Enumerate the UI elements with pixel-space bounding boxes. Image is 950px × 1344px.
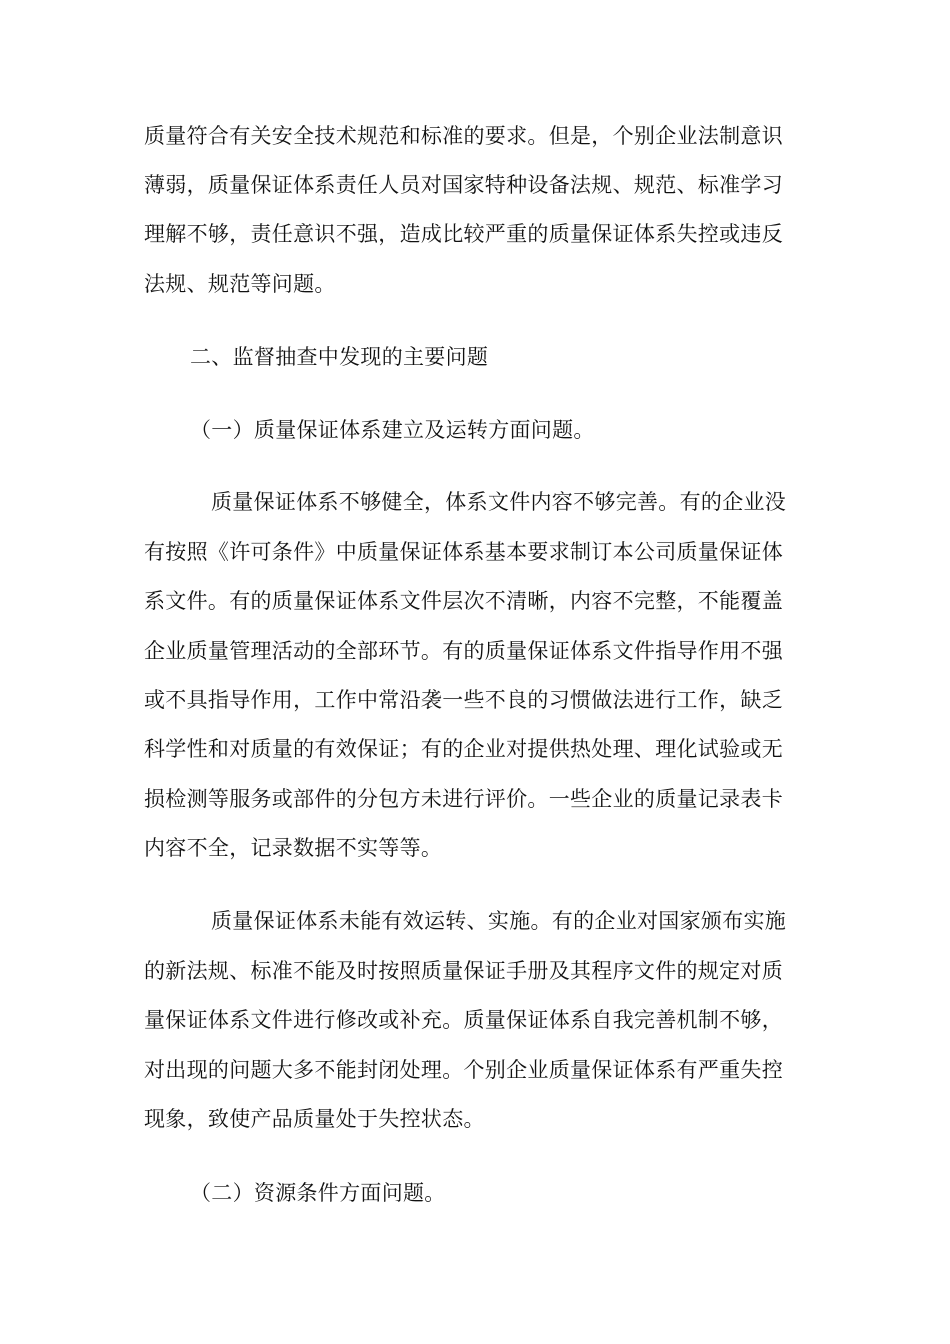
subsection-heading: （二）资源条件方面问题。 <box>190 1181 446 1205</box>
text-line: 有按照《许可条件》中质量保证体系基本要求制订本公司质量保证体 <box>144 540 783 564</box>
text-line: 理解不够，责任意识不强，造成比较严重的质量保证体系失控或违反 <box>144 222 783 246</box>
text-line: 企业质量管理活动的全部环节。有的质量保证体系文件指导作用不强 <box>144 639 783 663</box>
text-line: 损检测等服务或部件的分包方未进行评价。一些企业的质量记录表卡 <box>144 787 783 811</box>
subsection-heading: （一）质量保证体系建立及运转方面问题。 <box>190 418 595 442</box>
text-line: 科学性和对质量的有效保证；有的企业对提供热处理、理化试验或无 <box>144 737 783 761</box>
section-heading: 二、监督抽查中发现的主要问题 <box>190 345 489 369</box>
text-line: 质量保证体系不够健全，体系文件内容不够完善。有的企业没 <box>211 490 787 514</box>
text-line: 量保证体系文件进行修改或补充。质量保证体系自我完善机制不够， <box>144 1008 783 1032</box>
text-line: 薄弱，质量保证体系责任人员对国家特种设备法规、规范、标准学习 <box>144 173 783 197</box>
text-line: 或不具指导作用，工作中常沿袭一些不良的习惯做法进行工作，缺乏 <box>144 688 783 712</box>
text-line: 的新法规、标准不能及时按照质量保证手册及其程序文件的规定对质 <box>144 959 783 983</box>
text-line: 质量符合有关安全技术规范和标准的要求。但是，个别企业法制意识 <box>144 124 783 148</box>
text-line: 对出现的问题大多不能封闭处理。个别企业质量保证体系有严重失控 <box>144 1058 783 1082</box>
text-line: 法规、规范等问题。 <box>144 272 336 296</box>
text-line: 现象，致使产品质量处于失控状态。 <box>144 1107 485 1131</box>
text-line: 质量保证体系未能有效运转、实施。有的企业对国家颁布实施 <box>211 909 787 933</box>
text-line: 内容不全，记录数据不实等等。 <box>144 836 443 860</box>
text-line: 系文件。有的质量保证体系文件层次不清晰，内容不完整，不能覆盖 <box>144 589 783 613</box>
